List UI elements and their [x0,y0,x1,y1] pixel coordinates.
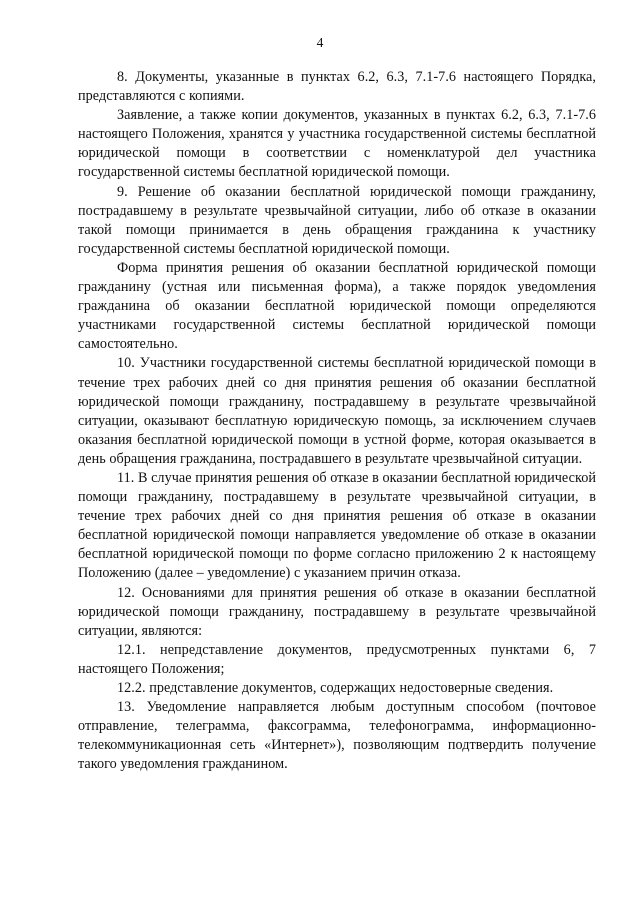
paragraph-decision-form: Форма принятия решения об оказании бесплатной юридической помощи гражданину (устная или письменная форма), а также порядок уведомления гражданина об оказании бесплатной юридической помощи определяются участниками государственной системы бесплатной юридической помощи самостоятельно. [78,259,596,353]
paragraph-12-1: 12.1. непредставление документов, предусмотренных пунктами 6, 7 настоящего Положения; [78,641,596,677]
paragraph-9: 9. Решение об оказании бесплатной юридической помощи гражданину, пострадавшему в результате чрезвычайной ситуации, либо об отказе в оказании такой помощи принимается в день обращения гражданина к участнику государственной системы бесплатной юридической помощи. [78,183,596,257]
paragraph-13: 13. Уведомление направляется любым доступным способом (почтовое отправление, телеграмма, факсограмма, телефонограмма, информационно-телекоммуникационная сеть «Интернет»), позволяющим подтвердить получение такого уведомления гражданином. [78,699,596,773]
paragraph-12-2: 12.2. представление документов, содержащих недостоверные сведения. [117,680,554,696]
paragraph-11: 11. В случае принятия решения об отказе в оказании бесплатной юридической помощи гражданину, пострадавшему в результате чрезвычайной ситуации, в течение трех рабочих дней со дня принятия решения об отказе в оказании бесплатной юридической помощи направляется уведомление об отказе в оказании бесплатной юридической помощи по форме согласно приложению 2 к настоящему Положению (далее – уведомление) с указанием причин отказа. [78,469,596,582]
page-number: 4 [316,35,324,50]
paragraph-8: 8. Документы, указанные в пунктах 6.2, 6.3, 7.1-7.6 настоящего Порядка, представляются с копиями. [78,69,596,105]
paragraph-12: 12. Основаниями для принятия решения об отказе в оказании бесплатной юридической помощи гражданину, пострадавшему в результате чрезвычайной ситуации, являются: [78,584,596,639]
paragraph-application-storage: Заявление, а также копии документов, указанных в пунктах 6.2, 6.3, 7.1-7.6 настоящего Положения, хранятся у участника государственной системы бесплатной юридической помощи в соответствии с номенклатурой дел участника государственной системы бесплатной юридической помощи. [78,107,596,181]
paragraph-10: 10. Участники государственной системы бесплатной юридической помощи в течение трех рабочих дней со дня принятия решения об оказании бесплатной юридической помощи гражданину, пострадавшему в результате чрезвычайной ситуации, оказывают бесплатную юридическую помощь, за исключением случаев оказания бесплатной юридической помощи в устной форме, которая оказывается в день обращения гражданина, пострадавшего в результате чрезвычайной ситуации. [78,355,596,467]
document-body [78,68,596,774]
